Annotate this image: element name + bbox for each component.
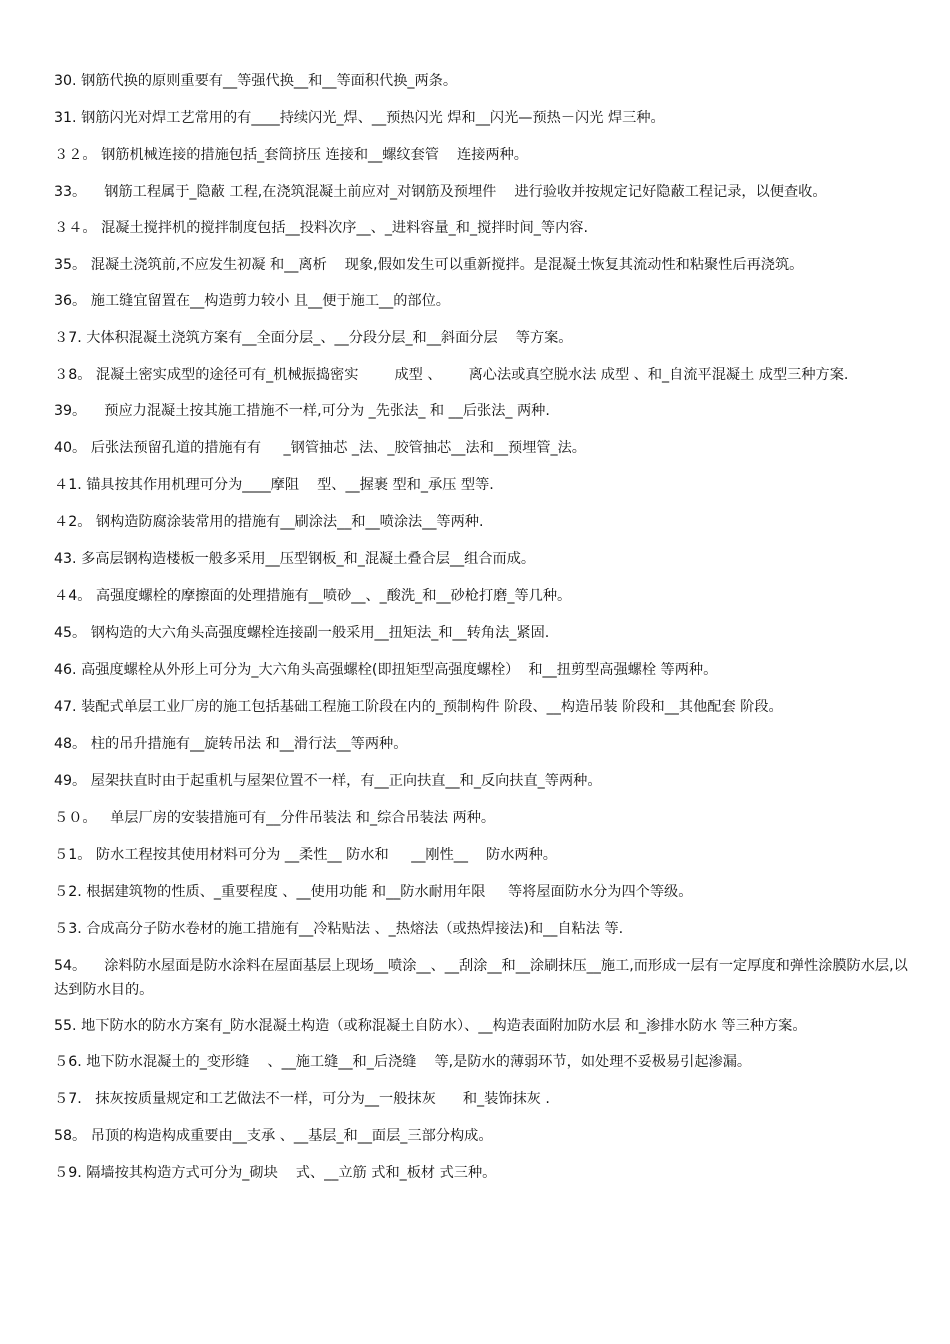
question-30: 30. 钢筋代换的原则重要有__等强代换__和__等面积代换_两条。 bbox=[54, 73, 458, 89]
question-53: ５3. 合成高分子防水卷材的施工措施有__冷粘贴法 、_热熔法（或热焊接法)和__自粘法 等. bbox=[54, 921, 624, 937]
question-35: 35。 混凝土浇筑前,不应发生初凝 和__离析 现象,假如发生可以重新搅拌。是混凝土恢复其流动性和粘聚性后再浇筑。 bbox=[54, 257, 804, 273]
question-41: ４1. 锚具按其作用机理可分为____摩阻 型、__握裹 型和_承压 型等. bbox=[54, 477, 494, 493]
question-45: 45。 钢构造的大六角头高强度螺栓连接副一般采用__扭矩法_和__转角法_紧固. bbox=[54, 625, 550, 641]
question-56: ５6. 地下防水混凝土的_变形缝 、__施工缝__和_后浇缝 等,是防水的薄弱环节，如处理不妥极易引起渗漏。 bbox=[54, 1054, 752, 1070]
question-43: 43. 多高层钢构造楼板一般多采用__压型钢板_和_混凝土叠合层__组合而成。 bbox=[54, 551, 536, 567]
question-59: ５9. 隔墙按其构造方式可分为_砌块 式、__立筋 式和_板材 式三种。 bbox=[54, 1165, 497, 1181]
question-38: ３8。 混凝土密实成型的途径可有_机械振捣密实 成型 、 离心法或真空脱水法 成型 、和_自流平混凝土 成型三种方案. bbox=[54, 367, 849, 383]
question-36: 36。 施工缝宜留置在__构造剪力较小 且__便于施工__的部位。 bbox=[54, 293, 450, 309]
question-33: 33。 钢筋工程属于_隐蔽 工程,在浇筑混凝土前应对_对钢筋及预埋件 进行验收并按规定记好隐蔽工程记录，以便查收。 bbox=[54, 184, 827, 200]
question-50: ５０。 单层厂房的安装措施可有__分件吊装法 和_综合吊装法 两种。 bbox=[54, 810, 496, 826]
question-42: ４2。 钢构造防腐涂装常用的措施有__刷涂法__和__喷涂法__等两种. bbox=[54, 514, 484, 530]
question-49: 49。 屋架扶直时由于起重机与屋架位置不一样，有__正向扶直__和_反向扶直_等两种。 bbox=[54, 773, 602, 789]
question-46: 46. 高强度螺栓从外形上可分为_大六角头高强螺栓(即扭矩型高强度螺栓） 和__扭剪型高强螺栓 等两种。 bbox=[54, 662, 718, 678]
question-51: ５1。 防水工程按其使用材料可分为 __柔性__ 防水和 __刚性__ 防水两种。 bbox=[54, 847, 557, 863]
question-40: 40。 后张法预留孔道的措施有有 _钢管抽芯 _法、_胶管抽芯__法和__预埋管_法。 bbox=[54, 440, 586, 456]
question-47: 47. 装配式单层工业厂房的施工包括基础工程施工阶段在内的_预制构件 阶段、__构造吊装 阶段和__其他配套 阶段。 bbox=[54, 699, 783, 715]
question-37: ３7. 大体积混凝土浇筑方案有__全面分层_、__分段分层_和__斜面分层 等方案。 bbox=[54, 330, 573, 346]
question-39: 39。 预应力混凝土按其施工措施不一样,可分为 _先张法_ 和 __后张法_ 两种. bbox=[54, 403, 550, 419]
question-44: ４4。 高强度螺栓的摩擦面的处理措施有__喷砂__、_酸洗_和__砂枪打磨_等几种。 bbox=[54, 588, 572, 604]
question-58: 58。 吊顶的构造构成重要由__支承 、__基层_和__面层_三部分构成。 bbox=[54, 1128, 493, 1144]
question-57: ５7. 抹灰按质量规定和工艺做法不一样，可分为__一般抹灰 和_装饰抹灰 . bbox=[54, 1091, 550, 1107]
question-52: ５2. 根据建筑物的性质、_重要程度 、__使用功能 和__防水耐用年限 等将屋面防水分为四个等级。 bbox=[54, 884, 693, 900]
question-54: 54。 涂料防水屋面是防水涂料在屋面基层上现场__喷涂__、__刮涂__和__涂刷抹压__施工,而形成一层有一定厚度和弹性涂膜防水层,以达到防水目的。 bbox=[54, 958, 908, 998]
question-31: 31. 钢筋闪光对焊工艺常用的有____持续闪光_焊、__预热闪光 焊和__闪光—预热－闪光 焊三种。 bbox=[54, 110, 665, 126]
question-55: 55. 地下防水的防水方案有_防水混凝土构造（或称混凝土自防水）、__构造表面附加防水层 和_渗排水防水 等三种方案。 bbox=[54, 1018, 807, 1034]
question-32: ３２。 钢筋机械连接的措施包括_套筒挤压 连接和__螺纹套管 连接两种。 bbox=[54, 147, 528, 163]
question-48: 48。 柱的吊升措施有__旋转吊法 和__滑行法__等两种。 bbox=[54, 736, 408, 752]
question-34: ３４。 混凝土搅拌机的搅拌制度包括__投料次序__、_进料容量_和_搅拌时间_等内容. bbox=[54, 220, 588, 236]
